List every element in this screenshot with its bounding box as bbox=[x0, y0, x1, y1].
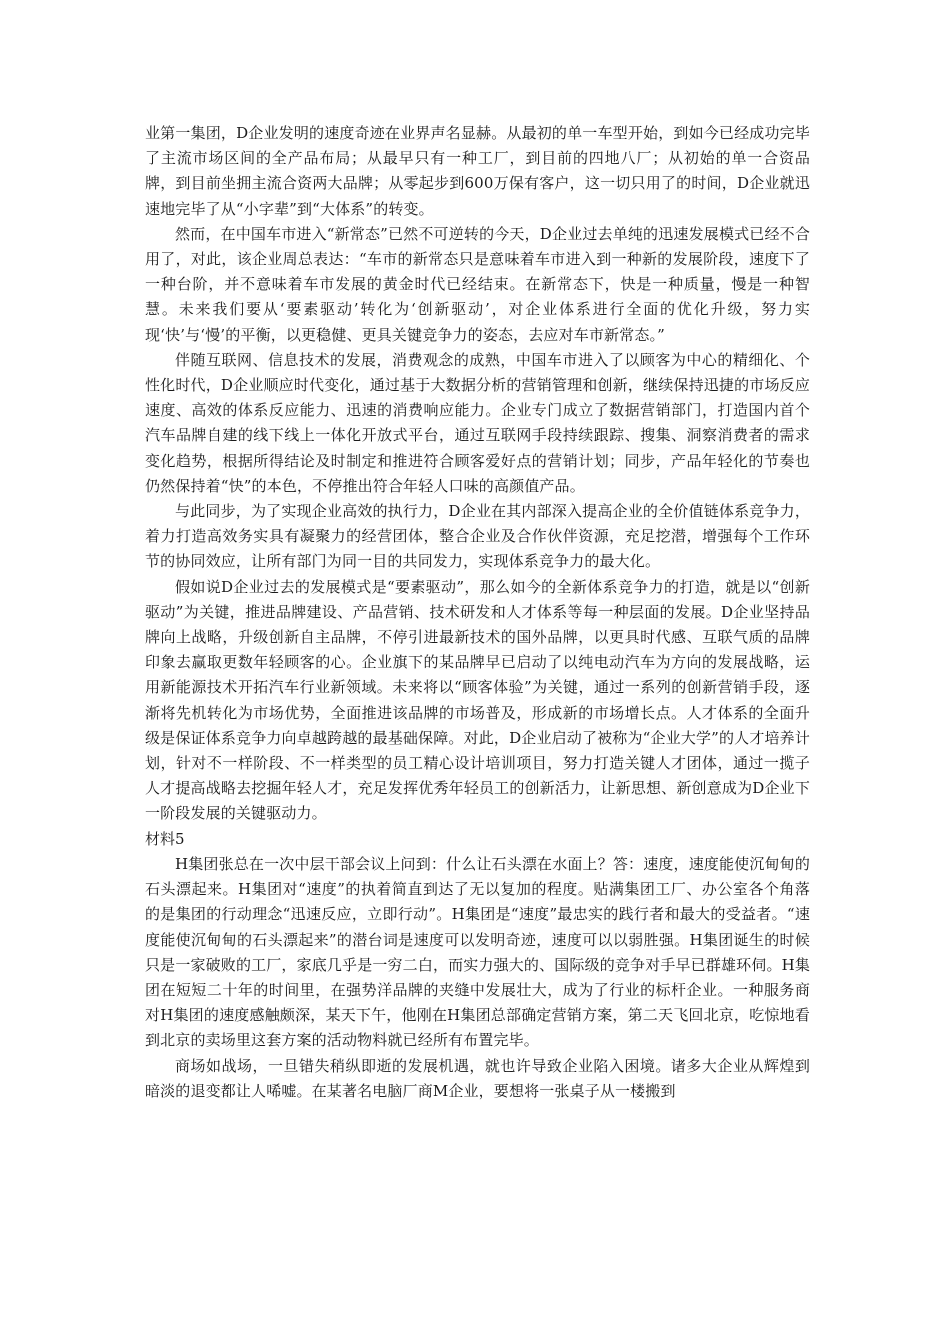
paragraph: 伴随互联网、信息技术的发展，消费观念的成熟，中国车市进入了以顾客为中心的精细化、个性化时代，D企业顺应时代变化，通过基于大数据分析的营销管理和创新，继续保持迅捷的市场反应速度、高效的体系反应能力、迅速的消费响应能力。企业专门成立了数据营销部门，打造国内首个汽车品牌自建的线下线上一体化开放式平台，通过互联网手段持续跟踪、搜集、洞察消费者的需求变化趋势，根据所得结论及时制定和推进符合顾客爱好点的营销计划；同步，产品年轻化的节奏也仍然保持着“快”的本色，不停推出符合年轻人口味的高颜值产品。 bbox=[145, 350, 810, 495]
paragraph: 商场如战场，一旦错失稍纵即逝的发展机遇，就也许导致企业陷入困境。诸多大企业从辉煌到暗淡的退变都让人唏嘘。在某著名电脑厂商M企业，要想将一张桌子从一楼搬到 bbox=[145, 1056, 810, 1100]
section-label: 材料5 bbox=[145, 829, 185, 848]
paragraph: H集团张总在一次中层干部会议上问到：什么让石头漂在水面上？答：速度，速度能使沉甸甸的石头漂起来。H集团对“速度”的执着简直到达了无以复加的程度。贴满集团工厂、办公室各个角落的是集团的行动理念“迅速反应，立即行动”。H集团是“速度”最忠实的践行者和最大的受益者。“速度能使沉甸甸的石头漂起来”的潜台词是速度可以发明奇迹，速度可以以弱胜强。H集团诞生的时候只是一家破败的工厂，家底几乎是一穷二白，而实力强大的、国际级的竞争对手早已群雄环伺。H集团在短短二十年的时间里，在强势洋品牌的夹缝中发展壮大，成为了行业的标杆企业。一种服务商对H集团的速度感触颇深，某天下午，他刚在H集团总部确定营销方案，第二天飞回北京，吃惊地看到北京的卖场里这套方案的活动物料就已经所有布置完毕。 bbox=[145, 854, 810, 1050]
paragraph: 假如说D企业过去的发展模式是“要素驱动”，那么如今的全新体系竞争力的打造，就是以“创新驱动”为关键，推进品牌建设、产品营销、技术研发和人才体系等每一种层面的发展。D企业坚持品牌向上战略，升级创新自主品牌，不停引进最新技术的国外品牌，以更具时代感、互联气质的品牌印象去赢取更数年轻顾客的心。企业旗下的某品牌早已启动了以纯电动汽车为方向的发展战略，运用新能源技术开拓汽车行业新领域。未来将以“顾客体验”为关键，通过一系列的创新营销手段，逐渐将先机转化为市场优势，全面推进该品牌的市场普及，形成新的市场增长点。人才体系的全面升级是保证体系竞争力向卓越跨越的最基础保障。对此，D企业启动了被称为“企业大学”的人才培养计划，针对不一样阶段、不一样类型的员工精心设计培训项目，努力打造关键人才团体，通过一揽子人才提高战略去挖掘年轻人才，充足发挥优秀年轻员工的创新活力，让新思想、新创意成为D企业下一阶段发展的关键驱动力。 bbox=[145, 577, 810, 823]
paragraph-continuation: 业第一集团，D企业发明的速度奇迹在业界声名显赫。从最初的单一车型开始，到如今已经成功完毕了主流市场区间的全产品布局；从最早只有一种工厂，到目前的四地八厂；从初始的单一合资品牌，到目前坐拥主流合资两大品牌；从零起步到600万保有客户，这一切只用了的时间，D企业就迅速地完毕了从“小字辈”到“大体系”的转变。 bbox=[145, 124, 810, 218]
paragraph: 与此同步，为了实现企业高效的执行力，D企业在其内部深入提高企业的全价值链体系竞争力，着力打造高效务实具有凝聚力的经营团体，整合企业及合作伙伴资源，充足挖潜，增强每个工作环节的协同效应，让所有部门为同一目的共同发力，实现体系竞争力的最大化。 bbox=[145, 502, 810, 571]
document-page bbox=[145, 121, 810, 1104]
paragraph: 然而，在中国车市进入“新常态”已然不可逆转的今天，D企业过去单纯的迅速发展模式已经不合用了，对此，该企业周总表达：“车市的新常态只是意味着车市进入到一种新的发展阶段，速度下了一种台阶，并不意味着车市发展的黄金时代已经结束。在新常态下，快是一种质量，慢是一种智慧。未来我们要从‘要素驱动’转化为‘创新驱动’，对企业体系进行全面的优化升级，努力实现‘快’与‘慢’的平衡，以更稳健、更具关键竞争力的姿态，去应对车市新常态。” bbox=[145, 224, 810, 344]
